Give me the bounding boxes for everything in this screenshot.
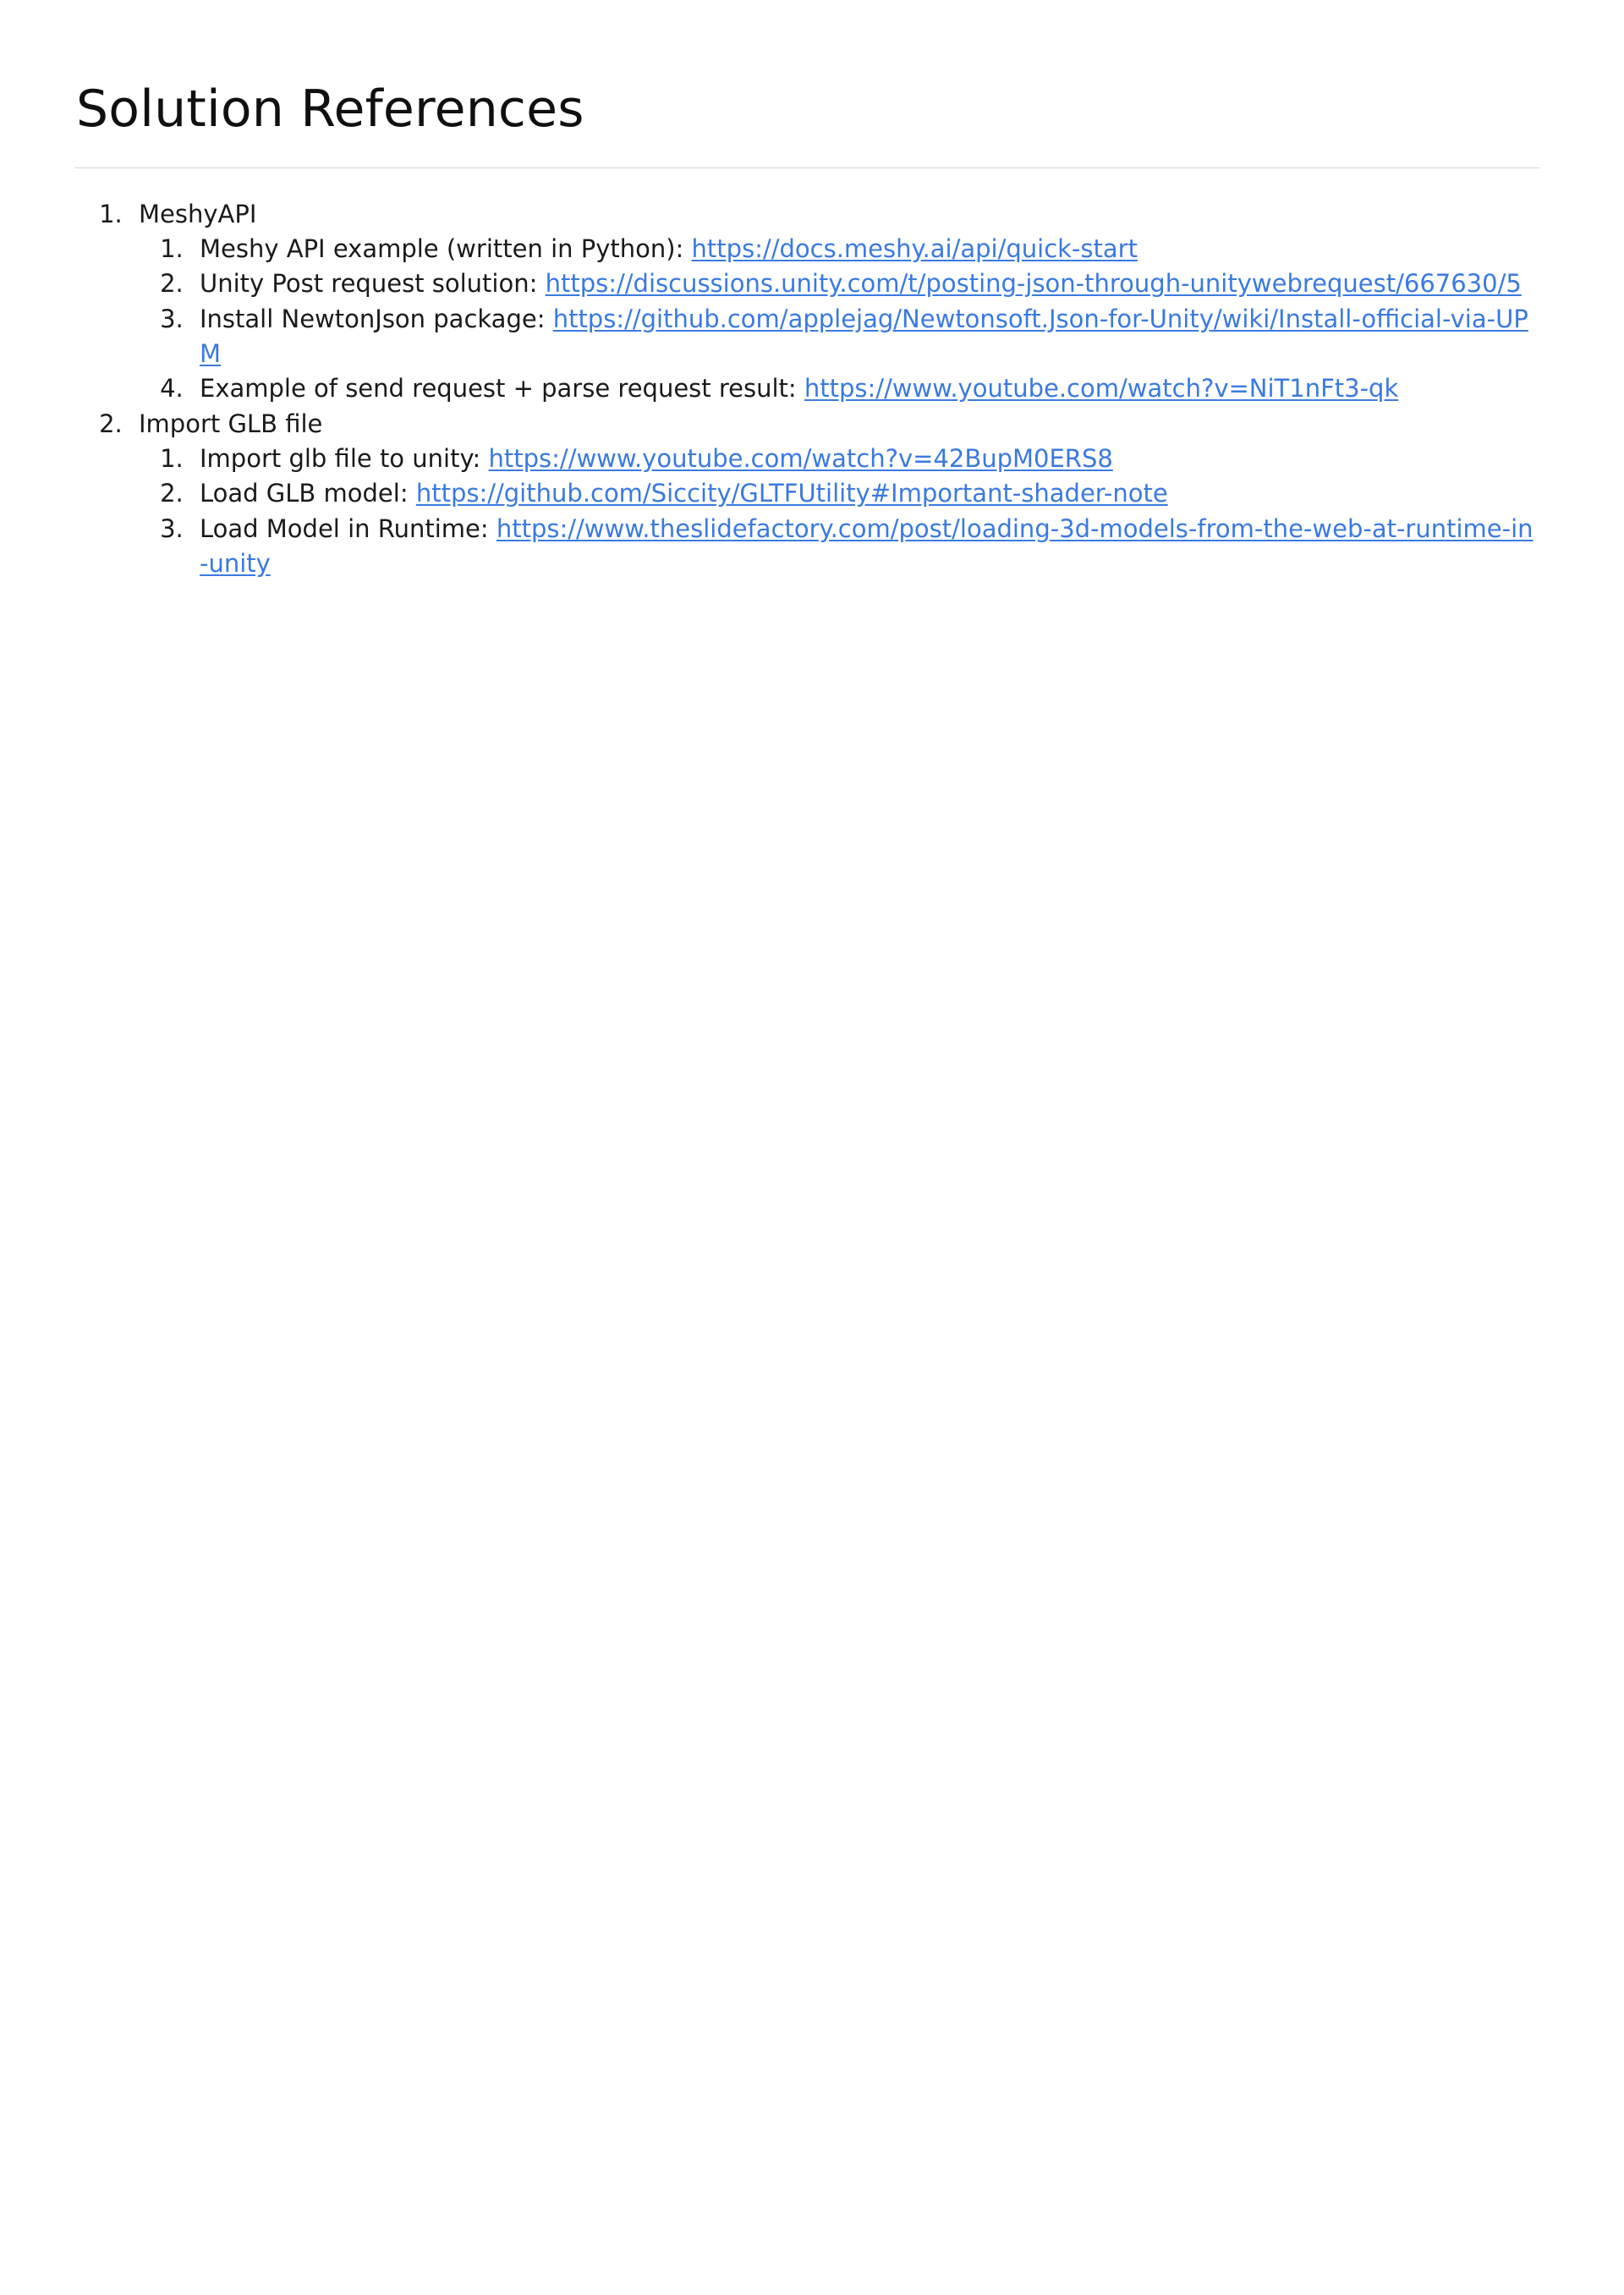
reference-label: Example of send request + parse request result: bbox=[200, 373, 804, 403]
reference-link[interactable]: https://discussions.unity.com/t/posting-json-through-unitywebrequest/667630/5 bbox=[545, 269, 1522, 299]
section-label: Import GLB file bbox=[139, 409, 323, 439]
reference-sublist bbox=[139, 442, 1539, 581]
reference-label: Unity Post request solution: bbox=[200, 269, 546, 299]
list-item bbox=[191, 232, 1539, 266]
list-item bbox=[191, 266, 1539, 301]
list-item bbox=[191, 476, 1539, 511]
reference-link[interactable]: https://docs.meshy.ai/api/quick-start bbox=[691, 234, 1138, 264]
section-label: MeshyAPI bbox=[139, 200, 257, 228]
reference-link[interactable]: https://www.youtube.com/watch?v=NiT1nFt3-qk bbox=[804, 373, 1399, 403]
reference-link[interactable]: https://github.com/applejag/Newtonsoft.Json-for-Unity/wiki/Install-official-via-UPM bbox=[200, 304, 1528, 368]
reference-label: Load GLB model: bbox=[200, 479, 416, 508]
page-title: Solution References bbox=[76, 80, 584, 139]
reference-label: Load Model in Runtime: bbox=[200, 513, 497, 543]
list-item bbox=[191, 512, 1539, 581]
reference-label: Import glb file to unity: bbox=[200, 444, 489, 474]
list-item bbox=[130, 407, 1539, 581]
reference-link[interactable]: https://www.theslidefactory.com/post/loading-3d-models-from-the-web-at-runtime-in-unity bbox=[200, 513, 1533, 578]
reference-sublist bbox=[139, 232, 1539, 406]
reference-link[interactable]: https://github.com/Siccity/GLTFUtility#Important-shader-note bbox=[415, 479, 1168, 508]
reference-label: Install NewtonJson package: bbox=[200, 304, 553, 333]
title-divider bbox=[74, 167, 1539, 168]
list-item bbox=[130, 197, 1539, 406]
list-item bbox=[191, 302, 1539, 371]
reference-link[interactable]: https://www.youtube.com/watch?v=42BupM0ERS8 bbox=[488, 444, 1113, 474]
reference-list bbox=[74, 197, 1539, 581]
list-item bbox=[191, 371, 1539, 406]
reference-label: Meshy API example (written in Python): bbox=[200, 234, 692, 264]
list-item bbox=[191, 442, 1539, 476]
